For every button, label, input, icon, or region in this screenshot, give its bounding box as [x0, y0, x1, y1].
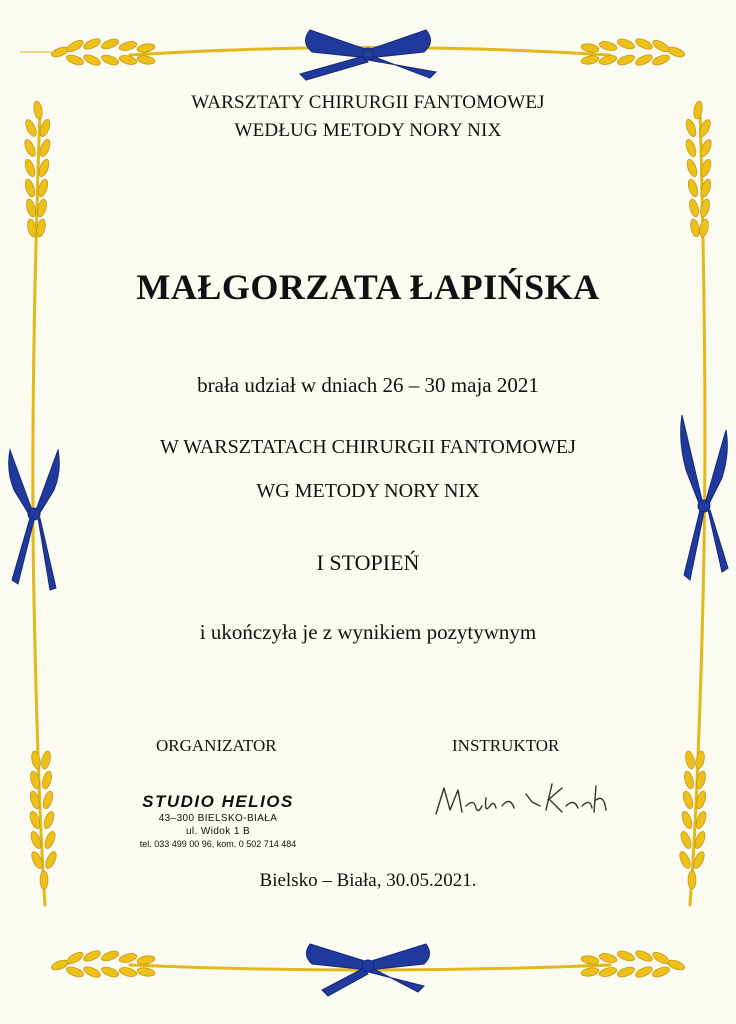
instructor-label: INSTRUKTOR [452, 736, 560, 755]
stamp-street: ul. Widok 1 B [185, 826, 251, 837]
organizer-stamp [118, 792, 318, 851]
wheat-ear-right-top [684, 100, 713, 237]
participation-text: brała udział w dniach 26 – 30 maja 2021 [197, 373, 539, 397]
stamp-brand: STUDIO HELIOS [142, 792, 294, 811]
stamp-phone: tel. 033 499 00 96, kom. 0 502 714 484 [139, 839, 297, 849]
ribbon-bow-top [300, 30, 436, 80]
instructor-signature [430, 776, 615, 826]
wheat-ear-bottom-left [50, 949, 155, 980]
wheat-ear-top-right [580, 37, 685, 68]
organizer-label: ORGANIZATOR [156, 736, 277, 755]
wheat-ear-top-left [20, 37, 156, 68]
header-line-1: WARSZTATY CHIRURGII FANTOMOWEJ [191, 92, 545, 113]
degree-label: I STOPIEŃ [316, 550, 420, 575]
wheat-ear-bottom-right [580, 949, 685, 980]
result-text: i ukończyła je z wynikiem pozytywnym [199, 620, 537, 644]
stamp-postal: 43–300 BIELSKO-BIAŁA [158, 813, 278, 824]
place-date: Bielsko – Biała, 30.05.2021. [259, 870, 477, 891]
header-line-2: WEDŁUG METODY NORY NIX [234, 120, 502, 141]
workshop-line-2: WG METODY NORY NIX [256, 480, 480, 502]
recipient-name: MAŁGORZATA ŁAPIŃSKA [136, 267, 600, 307]
workshop-line-1: W WARSZTATACH CHIRURGII FANTOMOWEJ [160, 436, 576, 458]
